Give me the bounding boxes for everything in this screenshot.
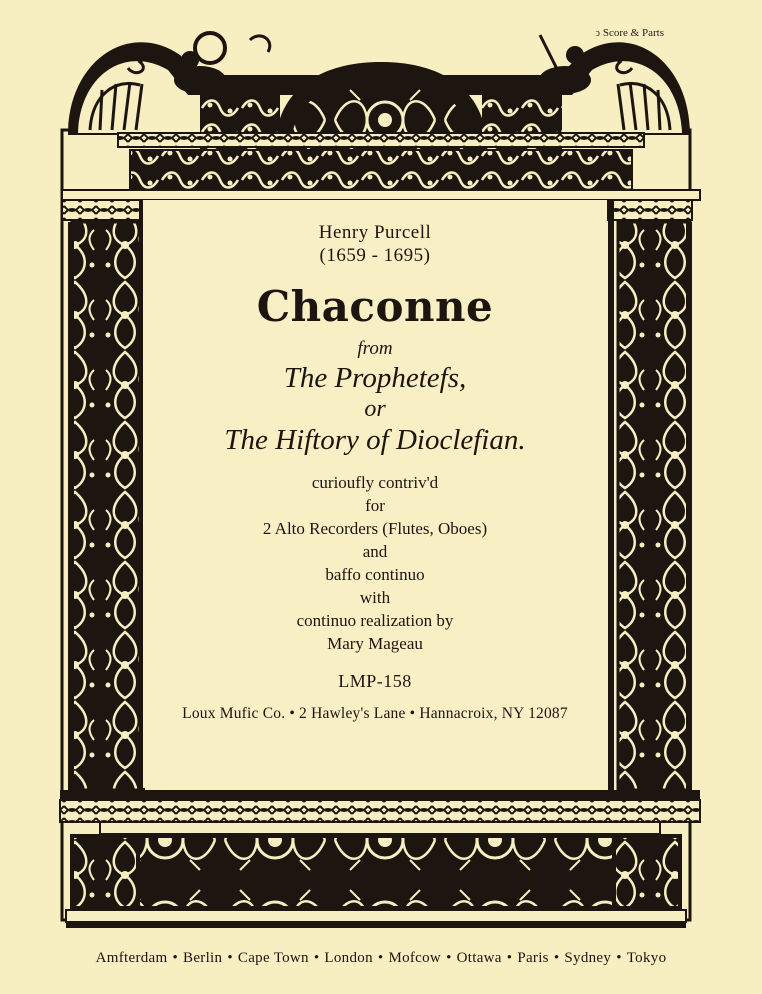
city-separator: •	[506, 950, 513, 966]
city-separator: •	[172, 950, 179, 966]
city-item: Cape Town	[237, 950, 309, 966]
city-item: Tokyo	[626, 950, 667, 966]
score-and-parts-tag	[595, 27, 664, 39]
publisher-address: Loux Mufic Co. • 2 Hawley's Lane • Hannacroix, NY 12087	[182, 705, 568, 722]
description-line: 2 Alto Recorders (Flutes, Oboes)	[262, 519, 488, 538]
city-separator: •	[553, 950, 560, 966]
city-separator: •	[377, 950, 384, 966]
or-label: or	[364, 396, 386, 422]
instrumentation-block	[143, 471, 607, 655]
city-list	[0, 950, 762, 967]
from-label: from	[357, 338, 393, 359]
city-item: Paris	[517, 950, 549, 966]
description-line: baffo continuo	[325, 565, 425, 584]
city-item: Ottawa	[456, 950, 502, 966]
city-item: Sydney	[564, 950, 612, 966]
city-item: Berlin	[183, 950, 223, 966]
composer-dates: (1659 - 1695)	[319, 245, 431, 266]
editor-name: Mary Mageau	[327, 634, 423, 653]
catalog-number: LMP-158	[338, 671, 412, 691]
score-and-parts-label: Score & Parts	[602, 27, 664, 39]
city-item: London	[324, 950, 373, 966]
description-line: with	[359, 588, 391, 607]
city-separator: •	[227, 950, 233, 966]
work-title-line-1: The Prophetefs,	[283, 362, 467, 394]
city-item: Mofcow	[388, 950, 442, 966]
page-title: Chaconne	[256, 282, 494, 331]
city-item: Amfterdam	[95, 950, 168, 966]
composer-name: Henry Purcell	[318, 222, 432, 243]
description-line: continuo realization by	[296, 611, 454, 630]
publisher-mark-icon: ↄ	[595, 28, 600, 39]
description-line: and	[362, 542, 388, 561]
title-panel	[143, 200, 607, 788]
city-separator: •	[313, 950, 320, 966]
description-line: curioufly contriv'd	[311, 473, 439, 492]
city-separator: •	[616, 950, 622, 966]
work-title-line-2: The Hiftory of Dioclefian.	[224, 424, 526, 456]
city-separator: •	[446, 950, 452, 966]
description-line: for	[365, 496, 385, 515]
